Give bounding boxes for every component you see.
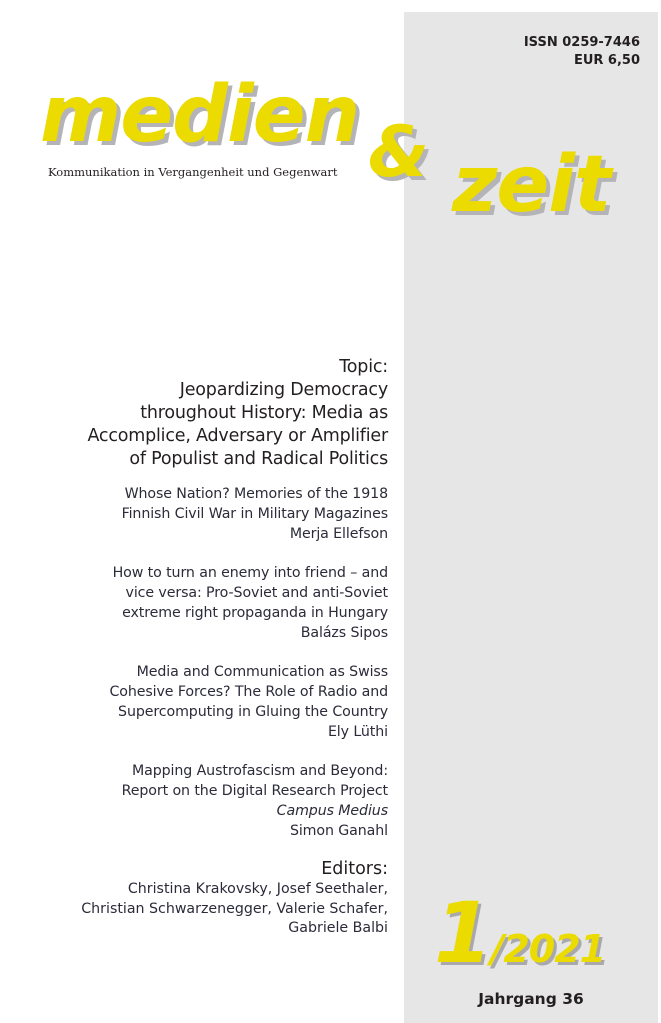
article-title-line: Finnish Civil War in Military Magazines bbox=[121, 506, 388, 522]
topic-label: Topic: bbox=[339, 357, 388, 377]
topic-block bbox=[0, 356, 388, 471]
editors-line: Christian Schwarzenegger, Valerie Schafer, bbox=[81, 900, 388, 917]
issn-number: ISSN 0259-7446 bbox=[523, 35, 640, 50]
article-author: Simon Ganahl bbox=[289, 823, 388, 839]
issn-price-block bbox=[524, 34, 640, 70]
article-title-line: Cohesive Forces? The Role of Radio and bbox=[109, 684, 388, 700]
article-entry bbox=[0, 484, 388, 544]
volume-label: Jahrgang 36 bbox=[478, 990, 584, 1008]
logo-medien: medien bbox=[40, 70, 360, 160]
article-entry bbox=[0, 563, 388, 643]
article-entry bbox=[0, 662, 388, 742]
price: EUR 6,50 bbox=[573, 53, 640, 68]
article-title-line: Report on the Digital Research Project bbox=[121, 783, 388, 799]
article-title-line: Media and Communication as Swiss bbox=[136, 664, 388, 680]
article-author: Merja Ellefson bbox=[289, 526, 388, 542]
issue-year: /2021 bbox=[490, 927, 606, 971]
article-entry bbox=[0, 761, 388, 841]
editors-line: Gabriele Balbi bbox=[288, 920, 388, 936]
editors-line: Christina Krakovsky, Josef Seethaler, bbox=[127, 881, 388, 897]
article-title-line: extreme right propaganda in Hungary bbox=[122, 605, 388, 621]
editors-list bbox=[0, 880, 388, 939]
article-title-line: How to turn an enemy into friend – and bbox=[112, 565, 388, 581]
article-project-name: Campus Medius bbox=[276, 803, 388, 819]
article-title-line: Mapping Austrofascism and Beyond: bbox=[131, 763, 388, 779]
issue-number-block bbox=[434, 884, 606, 982]
topic-title-line: Jeopardizing Democracy bbox=[179, 380, 388, 400]
topic-title-line: throughout History: Media as bbox=[140, 403, 388, 423]
topic-title-line: of Populist and Radical Politics bbox=[129, 449, 388, 469]
journal-tagline: Kommunikation in Vergangenheit und Gegenwart bbox=[48, 165, 338, 179]
logo-ampersand: & bbox=[368, 111, 429, 193]
article-author: Balázs Sipos bbox=[300, 625, 388, 641]
article-title-line: Whose Nation? Memories of the 1918 bbox=[124, 486, 388, 502]
editors-label: Editors: bbox=[321, 859, 388, 879]
article-author: Ely Lüthi bbox=[327, 724, 388, 740]
article-title-line: Supercomputing in Gluing the Country bbox=[118, 704, 388, 720]
issue-number: 1 bbox=[434, 884, 491, 982]
logo-zeit: zeit bbox=[452, 140, 611, 230]
table-of-contents bbox=[0, 356, 388, 939]
article-title-line: vice versa: Pro-Soviet and anti-Soviet bbox=[125, 585, 388, 601]
topic-title-line: Accomplice, Adversary or Amplifier bbox=[87, 426, 388, 446]
